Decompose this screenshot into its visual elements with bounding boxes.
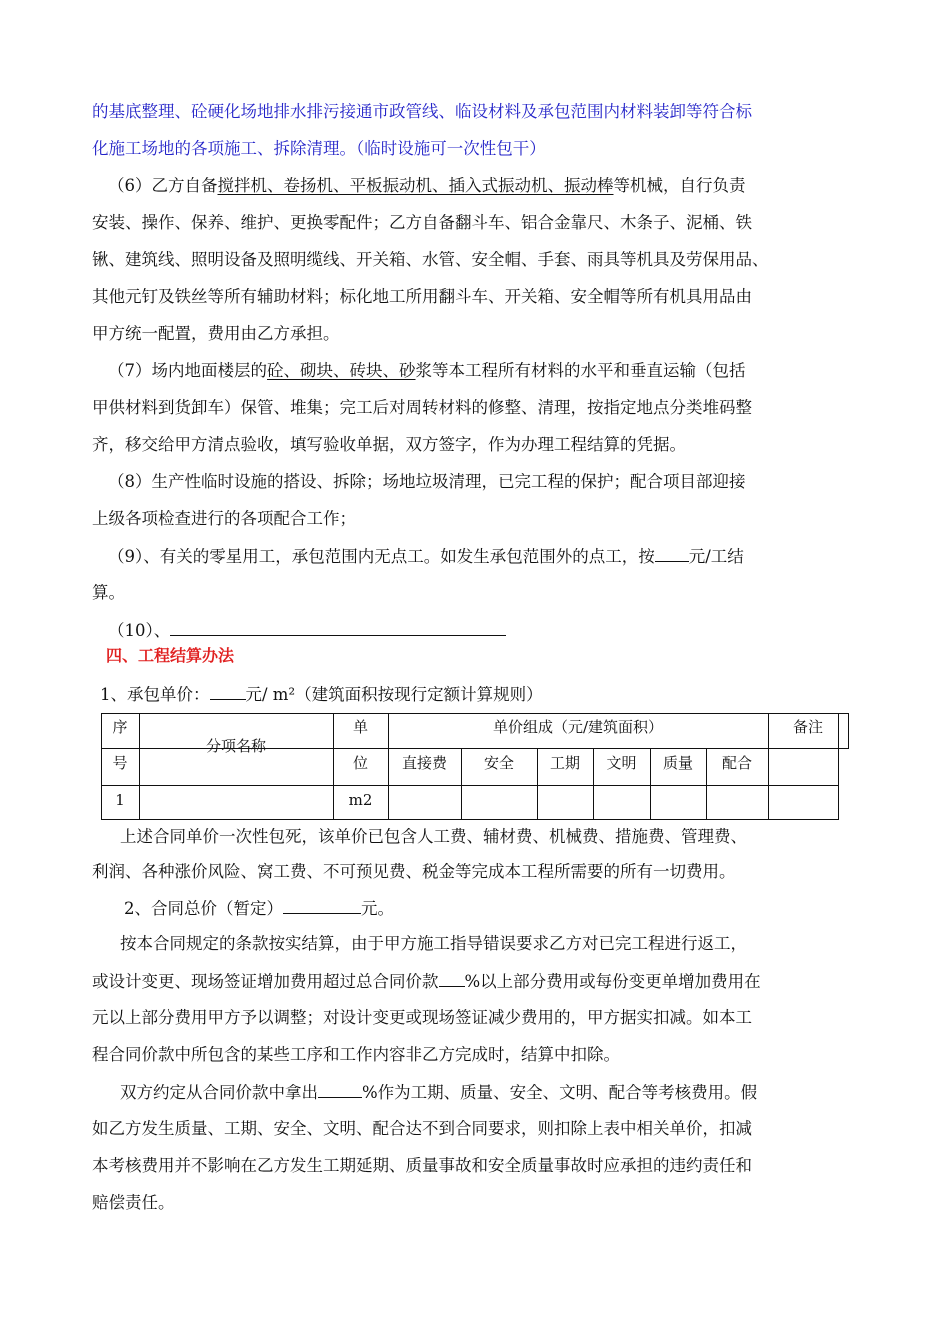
table-header-seq: 号 — [112, 754, 128, 772]
text-run: %作为工期、质量、安全、文明、配合等考核费用。假 — [362, 1083, 758, 1102]
paragraph-line: 甲供材料到货卸车）保管、堆集；完工后对周转材料的修整、清理，按指定地点分类堆码整 — [92, 398, 752, 417]
paragraph-line: 如乙方发生质量、工期、安全、文明、配合达不到合同要求，则扣除上表中相关单价，扣减 — [92, 1119, 752, 1138]
paragraph-line: 赔偿责任。 — [92, 1193, 175, 1212]
table-header-unit: 单 — [352, 718, 368, 736]
paragraph-line: 齐，移交给甲方清点验收，填写验收单据，双方签字，作为办理工程结算的凭据。 — [92, 435, 686, 454]
paragraph-line: 元以上部分费用甲方予以调整；对设计变更或现场签证减少费用的，甲方据实扣减。如本工 — [92, 1008, 752, 1027]
underlined-text: 砼、砌块、砖块、砂 — [267, 361, 416, 380]
fill-blank — [170, 619, 506, 636]
paragraph-line — [108, 545, 744, 568]
paragraph-line: 程合同价款中所包含的某些工序和工作内容非乙方完成时，结算中扣除。 — [92, 1045, 620, 1064]
table-subheader: 质量 — [662, 754, 693, 772]
text-run: 2、合同总价（暂定） — [124, 899, 283, 918]
table-subheader: 直接费 — [401, 754, 447, 772]
paragraph-line: 上级各项检查进行的各项配合工作； — [92, 509, 356, 528]
paragraph-line: 化施工场地的各项施工、拆除清理。（临时设施可一次性包干） — [92, 139, 546, 158]
paragraph-line: 算。 — [92, 583, 125, 602]
paragraph-line — [100, 683, 543, 706]
table-header-name: 分项名称 — [205, 737, 266, 755]
paragraph-line: 其他元钉及铁丝等所有辅助材料；标化地工所用翻斗车、开关箱、安全帽等所有机具用品由 — [92, 287, 752, 306]
paragraph-line — [120, 1081, 757, 1104]
text-run: （7）场内地面楼层的 — [108, 361, 267, 380]
table-header-note: 备注 — [792, 718, 823, 736]
text-run: 元/ m²（建筑面积按现行定额计算规则） — [245, 685, 543, 704]
paragraph-line: 按本合同规定的条款按实结算，由于甲方施工指导错误要求乙方对已完工程进行返工， — [120, 934, 747, 953]
fill-blank — [210, 683, 246, 700]
paragraph-line — [108, 360, 746, 382]
table-cell-unit: m2 — [348, 791, 373, 809]
table-header-seq: 序 — [112, 718, 128, 736]
table-cell-seq: 1 — [115, 791, 125, 809]
paragraph-line — [108, 175, 746, 197]
table-divider — [139, 713, 140, 820]
text-run: 双方约定从合同价款中拿出 — [120, 1083, 318, 1102]
table-rule — [388, 748, 839, 749]
fill-blank — [283, 897, 361, 914]
paragraph-line — [124, 897, 394, 920]
paragraph-line — [108, 619, 506, 642]
text-run: （10）、 — [108, 621, 171, 640]
underlined-text: 搅拌机、卷扬机、平板振动机、插入式振动机、振动棒 — [217, 176, 614, 195]
fill-blank — [655, 545, 689, 562]
paragraph-line: （8）生产性临时设施的搭设、拆除；场地垃圾清理，已完工程的保护；配合项目部迎接 — [108, 472, 746, 491]
text-run: （6）乙方自备 — [108, 176, 218, 195]
table-header-unit: 位 — [352, 754, 368, 772]
paragraph-line: 甲方统一配置，费用由乙方承担。 — [92, 324, 340, 343]
paragraph-line — [92, 970, 761, 993]
table-subheader: 工期 — [549, 754, 580, 772]
text-run: 元。 — [361, 899, 394, 918]
table-subheader: 安全 — [483, 754, 514, 772]
paragraph-line: 本考核费用并不影响在乙方发生工期延期、质量事故和安全质量事故时应承担的违约责任和 — [92, 1156, 752, 1175]
fill-blank — [439, 970, 465, 987]
text-run: 元/工结 — [688, 547, 744, 566]
text-run: 等机械，自行负责 — [613, 176, 746, 195]
paragraph-line: 上述合同单价一次性包死，该单价已包含人工费、辅材费、机械费、措施费、管理费、 — [120, 827, 747, 846]
paragraph-line: 锹、建筑线、照明设备及照明缆线、开关箱、水管、安全帽、手套、雨具等机具及劳保用品、 — [92, 250, 769, 269]
text-run: （9）、有关的零星用工，承包范围内无点工。如发生承包范围外的点工，按 — [108, 547, 655, 566]
paragraph-line: 安装、操作、保养、维护、更换零配件；乙方自备翻斗车、铝合金靠尺、木条子、泥桶、铁 — [92, 213, 752, 232]
paragraph-line: 利润、各种涨价风险、窝工费、不可预见费、税金等完成本工程所需要的所有一切费用。 — [92, 862, 736, 881]
fill-blank — [318, 1081, 362, 1098]
text-run: 1、承包单价： — [100, 685, 210, 704]
table-subheader: 文明 — [606, 754, 637, 772]
table-header-group: 单价组成（元/建筑面积） — [492, 718, 664, 736]
text-run: %以上部分费用或每份变更单增加费用在 — [464, 972, 761, 991]
table-subheader: 配合 — [721, 754, 752, 772]
table-rule — [101, 785, 839, 786]
text-run: 或设计变更、现场签证增加费用超过总合同价款 — [92, 972, 439, 991]
section-heading: 四、工程结算办法 — [106, 646, 235, 665]
paragraph-line: 的基底整理、砼硬化场地排水排污接通市政管线、临设材料及承包范围内材料装卸等符合标 — [92, 102, 752, 121]
text-run: 浆等本工程所有材料的水平和垂直运输（包括 — [415, 361, 746, 380]
